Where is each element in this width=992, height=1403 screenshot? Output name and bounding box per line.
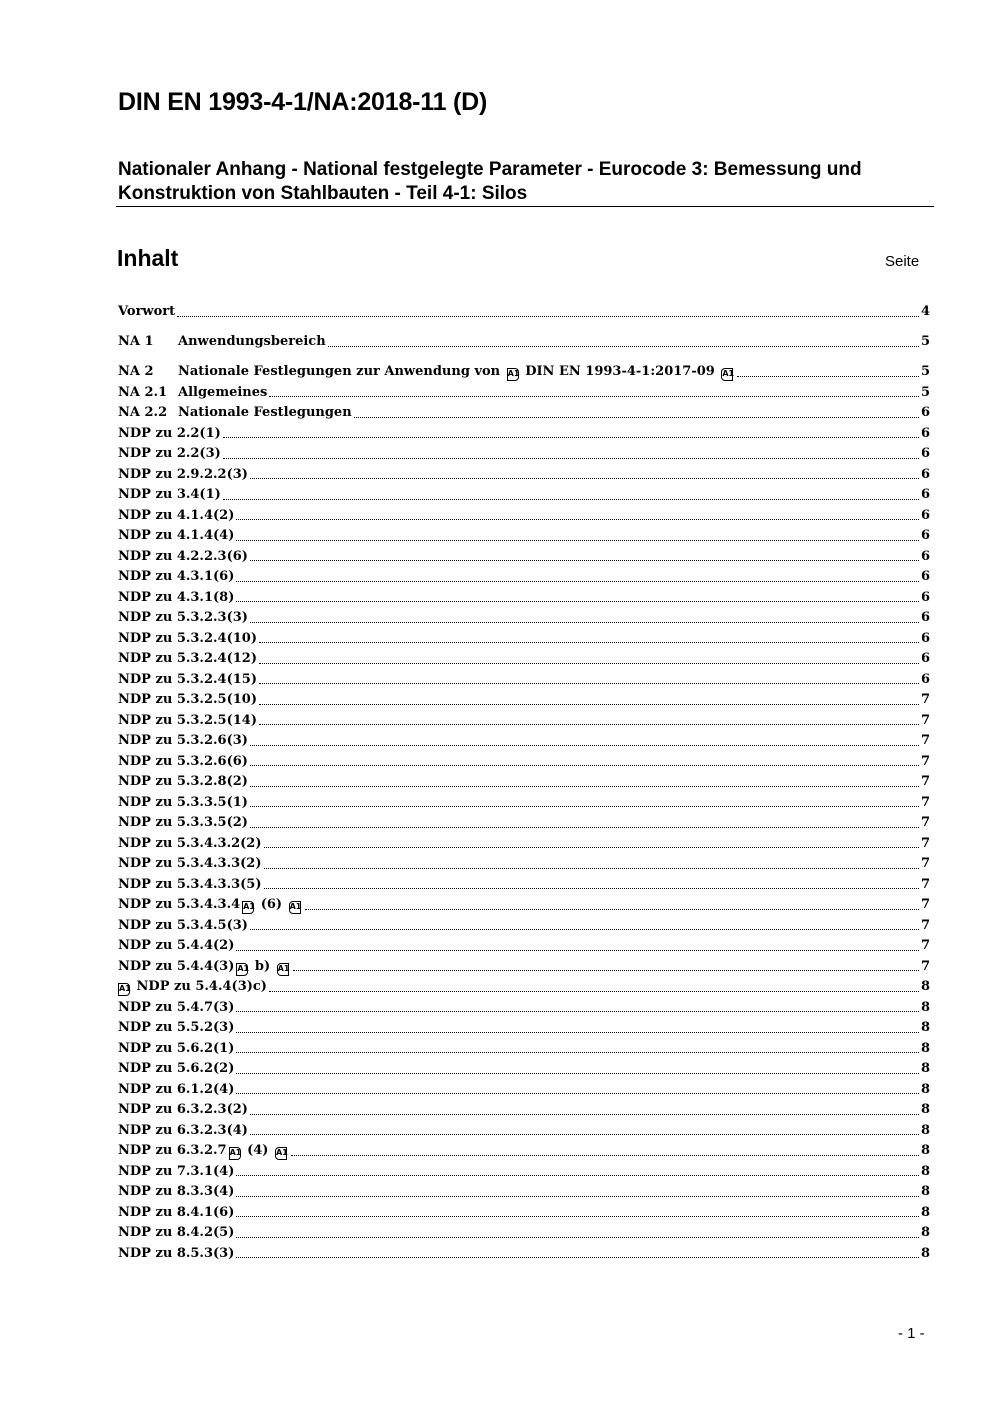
toc-entry[interactable]	[118, 854, 930, 875]
toc-entry-label: NDP zu 8.4.1(6)	[118, 1204, 235, 1220]
toc-entry[interactable]	[118, 588, 930, 609]
dot-leader	[250, 806, 919, 807]
toc-entry-page: 6	[920, 651, 930, 666]
dot-leader	[269, 991, 919, 992]
toc-entry[interactable]	[118, 731, 930, 752]
toc-entry-label: NDP zu 5.3.2.4(10)	[118, 630, 257, 646]
toc-entry[interactable]	[118, 332, 930, 353]
toc-entry[interactable]	[118, 1162, 930, 1183]
dot-leader	[291, 1155, 919, 1156]
toc-entry-label: NDP zu 6.1.2(4)	[118, 1081, 235, 1097]
toc-entry-label: NDP zu 2.2(3)	[118, 446, 221, 461]
dot-leader	[259, 724, 919, 725]
amendment-start-marker-icon: A1	[242, 901, 254, 914]
toc-entry-number: NA 2.2	[118, 405, 168, 420]
toc-entry-page: 7	[920, 917, 930, 933]
toc-entry-label: NDP zu 5.3.4.3.3(5)	[118, 876, 262, 892]
toc-entry-page: 8	[920, 999, 930, 1015]
toc-entry-label: NDP zu 5.4.4(3) A1 b) A1	[118, 958, 290, 974]
dot-leader	[236, 1073, 919, 1074]
toc-entry[interactable]	[118, 1203, 930, 1224]
toc-entry-page: 5	[920, 384, 930, 400]
toc-entry[interactable]	[118, 1141, 930, 1162]
toc-entry-page: 7	[920, 938, 930, 953]
toc-entry-page: 6	[920, 446, 930, 461]
dot-leader	[250, 1134, 919, 1135]
toc-entry-page: 7	[920, 712, 930, 728]
dot-leader	[250, 745, 919, 746]
dot-leader	[264, 868, 919, 869]
toc-entry-page: 7	[920, 835, 930, 851]
toc-entry-page: 6	[920, 589, 930, 605]
toc-entry[interactable]	[118, 772, 930, 793]
toc-entry-label: Nationale Festlegungen	[178, 405, 352, 420]
toc-entry-label: NDP zu 5.3.2.8(2)	[118, 774, 248, 789]
dot-leader	[236, 1257, 919, 1258]
toc-entry[interactable]	[118, 1121, 930, 1142]
toc-entry[interactable]	[118, 690, 930, 711]
toc-entry-page: 8	[920, 1061, 930, 1076]
toc-entry[interactable]	[118, 1100, 930, 1121]
toc-entry[interactable]	[118, 362, 930, 383]
toc-entry-page: 6	[920, 610, 930, 625]
toc-entry-label: NDP zu 8.4.2(5)	[118, 1225, 235, 1240]
toc-entry-page: 7	[920, 876, 930, 892]
toc-entry[interactable]	[118, 1059, 930, 1080]
toc-entry-page: 6	[920, 425, 930, 441]
dot-leader	[236, 1237, 919, 1238]
dot-leader	[236, 1093, 919, 1094]
amendment-start-marker-icon: A1	[507, 368, 519, 381]
toc-entry-page: 7	[920, 733, 930, 748]
toc-entry-label: NDP zu 5.3.3.5(2)	[118, 815, 248, 830]
toc-entry-page: 5	[920, 334, 930, 349]
toc-entry-label: NDP zu 5.3.4.3.3(2)	[118, 856, 262, 871]
dot-leader	[305, 909, 919, 910]
toc-entry-page: 8	[920, 1245, 930, 1261]
toc-entry[interactable]	[118, 302, 930, 323]
toc-entry-label: NDP zu 7.3.1(4)	[118, 1163, 235, 1179]
toc-entry[interactable]	[118, 1018, 930, 1039]
toc-entry-label: NDP zu 4.3.1(8)	[118, 589, 235, 605]
toc-entry-label: NDP zu 4.2.2.3(6)	[118, 548, 248, 564]
dot-leader	[269, 396, 919, 397]
toc-entry[interactable]	[118, 567, 930, 588]
toc-entry[interactable]	[118, 608, 930, 629]
dot-leader	[250, 560, 919, 561]
dot-leader	[236, 1052, 919, 1053]
toc-entry-label: NDP zu 5.6.2(2)	[118, 1061, 235, 1076]
toc-entry-label: NDP zu 2.2(1)	[118, 425, 221, 441]
toc-entry-page: 8	[920, 1163, 930, 1179]
toc-entry[interactable]	[118, 977, 930, 998]
toc-entry[interactable]	[118, 403, 930, 424]
toc-entry[interactable]	[118, 957, 930, 978]
toc-entry[interactable]	[118, 444, 930, 465]
table-of-contents	[118, 302, 930, 1264]
toc-entry[interactable]	[118, 834, 930, 855]
dot-leader	[236, 1216, 919, 1217]
dot-leader	[236, 1175, 919, 1176]
amendment-end-marker-icon: A1	[275, 1147, 287, 1160]
dot-leader	[354, 417, 919, 418]
toc-entry-label: NDP zu 5.3.3.5(1)	[118, 794, 248, 810]
dot-leader	[259, 704, 919, 705]
toc-entry-page: 8	[920, 1225, 930, 1240]
toc-entry-page: 7	[920, 897, 930, 912]
toc-entry-page: 8	[920, 1020, 930, 1035]
toc-entry-label: NDP zu 5.4.4(2)	[118, 938, 235, 953]
toc-entry-page: 8	[920, 1102, 930, 1117]
toc-heading: Inhalt	[117, 245, 179, 271]
toc-entry-label: NDP zu 6.3.2.3(2)	[118, 1102, 248, 1117]
toc-entry-page: 8	[920, 1122, 930, 1138]
toc-entry[interactable]	[118, 813, 930, 834]
toc-entry-label: NDP zu 6.3.2.3(4)	[118, 1122, 248, 1138]
toc-entry[interactable]	[118, 1223, 930, 1244]
dot-leader	[250, 478, 919, 479]
page-number: - 1 -	[898, 1325, 925, 1342]
amendment-end-marker-icon: A1	[289, 901, 301, 914]
toc-entry-page: 6	[920, 528, 930, 543]
toc-entry-label: NDP zu 5.6.2(1)	[118, 1040, 235, 1056]
toc-entry-label: NDP zu 6.3.2.7 A1 (4) A1	[118, 1143, 288, 1158]
toc-entry-page: 6	[920, 569, 930, 584]
toc-entry-label: NDP zu 3.4(1)	[118, 487, 221, 502]
toc-entry-page: 7	[920, 692, 930, 707]
dot-leader	[223, 437, 919, 438]
toc-entry-label: NDP zu 5.3.2.4(12)	[118, 651, 257, 666]
toc-entry[interactable]	[118, 526, 930, 547]
toc-entry-page: 7	[920, 856, 930, 871]
toc-entry-page: 6	[920, 405, 930, 420]
dot-leader	[236, 950, 919, 951]
dot-leader	[250, 1114, 919, 1115]
dot-leader	[328, 346, 919, 347]
toc-entry-label: Vorwort	[118, 304, 176, 319]
toc-entry-page: 6	[920, 507, 930, 523]
dot-leader	[236, 519, 919, 520]
toc-entry-label: NDP zu 5.3.4.3.4 A1 (6) A1	[118, 897, 302, 912]
toc-entry-label: NDP zu 2.9.2.2(3)	[118, 466, 248, 482]
toc-entry[interactable]	[118, 670, 930, 691]
toc-entry-label: NDP zu 5.3.2.5(10)	[118, 692, 257, 707]
toc-entry-label: NDP zu 5.3.2.4(15)	[118, 671, 257, 687]
document-title: DIN EN 1993-4-1/NA:2018-11 (D)	[118, 88, 488, 116]
toc-entry-label: NDP zu 5.4.7(3)	[118, 999, 235, 1015]
dot-leader	[259, 663, 919, 664]
dot-leader	[250, 786, 919, 787]
toc-entry-page: 7	[920, 794, 930, 810]
dot-leader	[223, 458, 919, 459]
toc-entry[interactable]	[118, 1039, 930, 1060]
dot-leader	[250, 827, 919, 828]
dot-leader	[236, 1196, 919, 1197]
dot-leader	[250, 622, 919, 623]
toc-entry-page: 6	[920, 466, 930, 482]
toc-entry-label: NDP zu 8.5.3(3)	[118, 1245, 235, 1261]
toc-entry-label: NDP zu 4.1.4(2)	[118, 507, 235, 523]
toc-entry[interactable]	[118, 547, 930, 568]
toc-entry-label: NDP zu 5.3.4.3.2(2)	[118, 835, 262, 851]
toc-entry-page: 8	[920, 1184, 930, 1199]
dot-leader	[259, 683, 919, 684]
toc-entry[interactable]	[118, 465, 930, 486]
toc-entry-page: 7	[920, 815, 930, 830]
amendment-start-marker-icon: A1	[236, 963, 248, 976]
amendment-end-marker-icon: A1	[721, 368, 733, 381]
toc-entry[interactable]	[118, 424, 930, 445]
toc-entry[interactable]	[118, 649, 930, 670]
dot-leader	[223, 499, 919, 500]
toc-entry-label: Nationale Festlegungen zur Anwendung von A1 DIN EN 1993-4-1:2017-09 A1	[178, 364, 735, 379]
document-subtitle: Nationaler Anhang - National festgelegte Parameter - Eurocode 3: Bemessung und Konstruktion von Stahlbauten - Teil 4-1: Silos	[118, 159, 862, 204]
toc-entry-label: NDP zu 5.3.2.6(3)	[118, 733, 248, 748]
toc-entry[interactable]	[118, 916, 930, 937]
toc-entry-number: NA 1	[118, 334, 154, 349]
dot-leader	[737, 376, 919, 377]
toc-entry-page: 7	[920, 958, 930, 974]
toc-entry[interactable]	[118, 895, 930, 916]
toc-entry[interactable]	[118, 506, 930, 527]
toc-entry-page: 6	[920, 671, 930, 687]
dot-leader	[264, 888, 919, 889]
toc-entry[interactable]	[118, 936, 930, 957]
toc-entry-number: NA 2.1	[118, 384, 168, 400]
toc-entry-label: NDP zu 5.3.4.5(3)	[118, 917, 248, 933]
toc-entry-label: NDP zu 5.3.2.6(6)	[118, 753, 248, 769]
toc-entry-label: NDP zu 4.1.4(4)	[118, 528, 235, 543]
toc-entry-page: 8	[920, 1204, 930, 1220]
dot-leader	[250, 929, 919, 930]
page-column-label: Seite	[885, 253, 920, 270]
title-divider	[116, 206, 934, 207]
toc-entry-page: 6	[920, 487, 930, 502]
toc-entry-label: NDP zu 8.3.3(4)	[118, 1184, 235, 1199]
dot-leader	[293, 970, 919, 971]
toc-entry-page: 8	[920, 1040, 930, 1056]
amendment-start-marker-icon: A1	[118, 983, 130, 996]
toc-entry[interactable]	[118, 1182, 930, 1203]
toc-entry-page: 8	[920, 979, 930, 994]
dot-leader	[259, 642, 919, 643]
toc-entry-page: 7	[920, 774, 930, 789]
toc-entry-page: 6	[920, 630, 930, 646]
dot-leader	[236, 1011, 919, 1012]
toc-entry[interactable]	[118, 629, 930, 650]
toc-entry[interactable]	[118, 875, 930, 896]
dot-leader	[236, 601, 919, 602]
toc-entry-number: NA 2	[118, 364, 154, 379]
toc-entry-label: NDP zu 5.3.2.3(3)	[118, 610, 248, 625]
toc-entry-page: 5	[920, 364, 930, 379]
toc-entry[interactable]	[118, 752, 930, 773]
toc-entry[interactable]	[118, 1244, 930, 1265]
toc-entry-page: 7	[920, 753, 930, 769]
toc-entry[interactable]	[118, 711, 930, 732]
toc-entry-label: NDP zu 4.3.1(6)	[118, 569, 235, 584]
toc-entry-page: 6	[920, 548, 930, 564]
toc-entry-label: NDP zu 5.3.2.5(14)	[118, 712, 257, 728]
dot-leader	[236, 581, 919, 582]
dot-leader	[236, 1032, 919, 1033]
dot-leader	[236, 540, 919, 541]
toc-entry-page: 8	[920, 1081, 930, 1097]
toc-entry[interactable]	[118, 1080, 930, 1101]
toc-entry-label: NDP zu 5.5.2(3)	[118, 1020, 235, 1035]
toc-entry-label: Anwendungsbereich	[178, 334, 326, 349]
toc-entry[interactable]	[118, 998, 930, 1019]
toc-entry-page: 8	[920, 1143, 930, 1158]
toc-entry[interactable]	[118, 383, 930, 404]
dot-leader	[250, 765, 919, 766]
dot-leader	[177, 316, 919, 317]
amendment-start-marker-icon: A1	[229, 1147, 241, 1160]
toc-entry[interactable]	[118, 485, 930, 506]
toc-entry-page: 4	[920, 304, 930, 319]
toc-entry[interactable]	[118, 793, 930, 814]
toc-entry-label: A1 NDP zu 5.4.4(3)c)	[119, 979, 267, 994]
dot-leader	[264, 847, 919, 848]
toc-entry-label: Allgemeines	[178, 384, 268, 400]
amendment-end-marker-icon: A1	[277, 963, 289, 976]
